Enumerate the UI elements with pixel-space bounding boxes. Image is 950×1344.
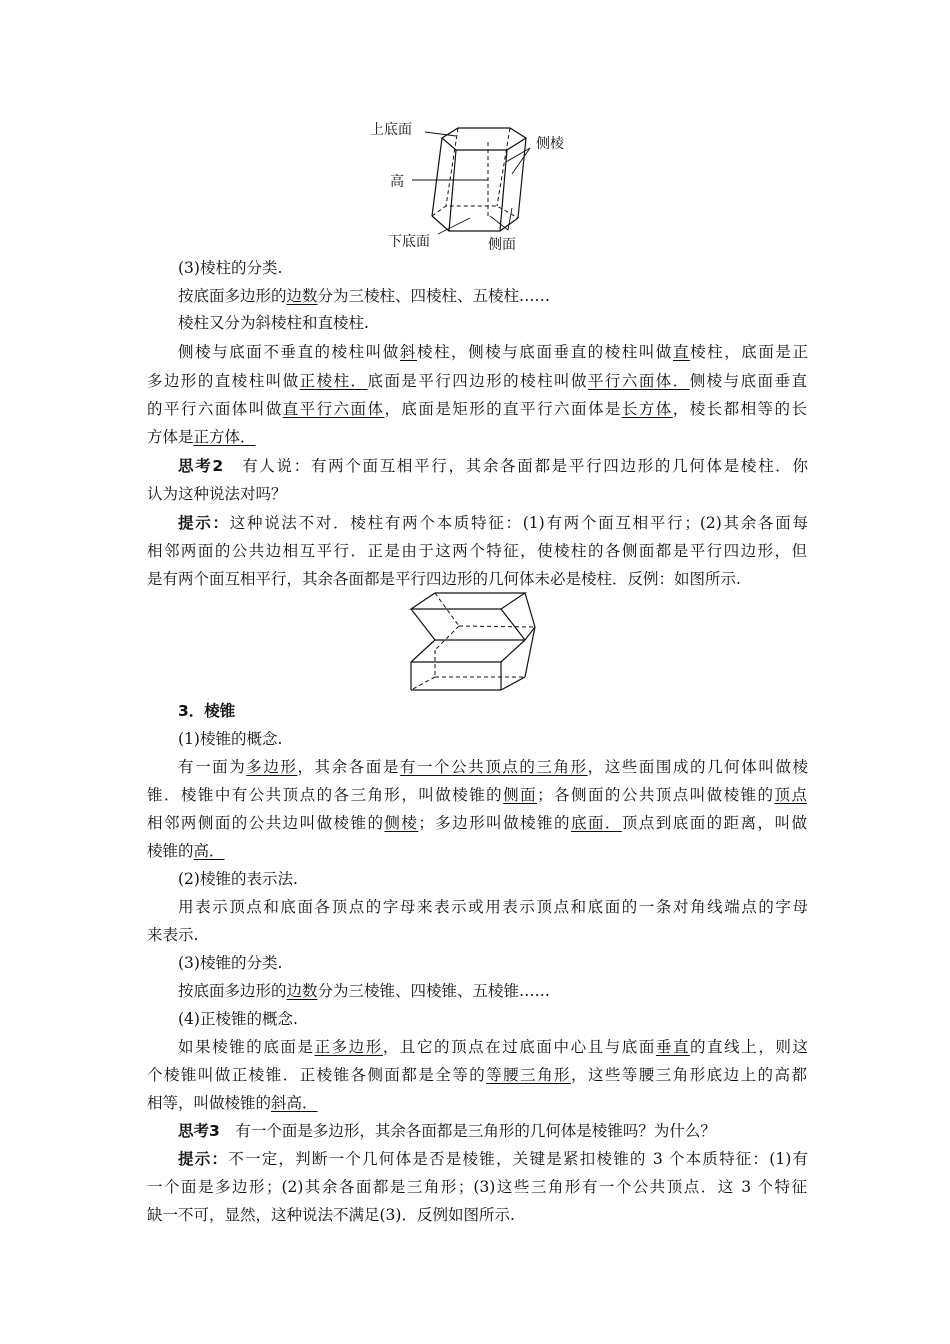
paragraph-line: 缺一不可，显然，这种说法不满足(3)．反例如图所示. xyxy=(147,1206,515,1224)
paragraph-line: 来表示. xyxy=(147,926,199,944)
label-lateral-edge: 侧棱 xyxy=(536,136,564,152)
section-title-pyramid: 3．棱锥 xyxy=(178,702,236,720)
think2-question: 思考2 有人说：有两个面互相平行，其余各面都是平行四边形的几何体是棱柱．你 xyxy=(178,457,808,475)
paragraph-line: 多边形的直棱柱叫做正棱柱．底面是平行四边形的棱柱叫做平行六面体．侧棱与底面垂直 xyxy=(147,372,807,390)
hint-label: 提示： xyxy=(178,514,230,532)
paragraph-line: 按底面多边形的边数分为三棱锥、四棱锥、五棱锥…… xyxy=(178,982,551,1000)
label-top-base: 上底面 xyxy=(370,122,412,138)
paragraph-line: 的平行六面体叫做直平行六面体，底面是矩形的直平行六面体是长方体，棱长都相等的长 xyxy=(147,400,807,418)
prism-classification-title: (3)棱柱的分类. xyxy=(178,259,283,277)
paragraph-line: (2)棱锥的表示法. xyxy=(178,870,298,888)
label-bottom-base: 下底面 xyxy=(388,234,430,250)
paragraph-line: (4)正棱锥的概念. xyxy=(178,1010,298,1028)
label-lateral-face: 侧面 xyxy=(488,237,516,253)
paragraph-line: 方体是正方体． xyxy=(147,428,256,446)
think3-label: 思考3 xyxy=(178,1122,220,1140)
think2-hint: 提示：这种说法不对．棱柱有两个本质特征：(1)有两个面互相平行；(2)其余各面每 xyxy=(178,514,808,532)
paragraph-line: 棱柱又分为斜棱柱和直棱柱. xyxy=(178,314,369,332)
prism-diagram xyxy=(370,118,585,253)
paragraph-line: 认为这种说法对吗？ xyxy=(147,485,287,503)
paragraph-line: 按底面多边形的边数分为三棱柱、四棱柱、五棱柱…… xyxy=(178,287,551,305)
paragraph-line: 如果棱锥的底面是正多边形，且它的顶点在过底面中心且与底面垂直的直线上，则这 xyxy=(178,1038,808,1056)
paragraph-line: 有一面为多边形，其余各面是有一个公共顶点的三角形，这些面围成的几何体叫做棱 xyxy=(178,758,808,776)
paragraph-line: 侧棱与底面不垂直的棱柱叫做斜棱柱，侧棱与底面垂直的棱柱叫做直棱柱，底面是正 xyxy=(178,343,808,361)
paragraph-line: 相邻两面的公共边相互平行．正是由于这两个特征，使棱柱的各侧面都是平行四边形，但 xyxy=(147,542,807,560)
think3-hint: 提示：不一定，判断一个几何体是否是棱锥，关键是紧扣棱锥的 3 个本质特征：(1)有 xyxy=(178,1150,808,1168)
paragraph-line: 棱锥的高． xyxy=(147,842,225,860)
paragraph-line: (1)棱锥的概念. xyxy=(178,730,283,748)
think2-label: 思考2 xyxy=(178,457,224,475)
paragraph-line: 相邻两侧面的公共边叫做棱锥的侧棱；多边形叫做棱锥的底面．顶点到底面的距离，叫做 xyxy=(147,814,807,832)
label-height: 高 xyxy=(390,174,404,190)
counterexample-diagram xyxy=(405,590,540,695)
paragraph-line: 一个面是多边形；(2)其余各面都是三角形；(3)这些三角形有一个公共顶点．这 3 个特征 xyxy=(147,1178,807,1196)
paragraph-line: 锥．棱锥中有公共顶点的各三角形，叫做棱锥的侧面；各侧面的公共顶点叫做棱锥的顶点 xyxy=(147,786,807,804)
paragraph-line: 相等，叫做棱锥的斜高． xyxy=(147,1094,318,1112)
paragraph-line: (3)棱锥的分类. xyxy=(178,954,283,972)
paragraph-line: 是有两个面互相平行，其余各面都是平行四边形的几何体未必是棱柱．反例：如图所示. xyxy=(147,570,741,588)
paragraph-line: 用表示顶点和底面各顶点的字母来表示或用表示顶点和底面的一条对角线端点的字母 xyxy=(178,898,808,916)
paragraph-line: 个棱锥叫做正棱锥．正棱锥各侧面都是全等的等腰三角形，这些等腰三角形底边上的高都 xyxy=(147,1066,807,1084)
hint-label: 提示： xyxy=(178,1150,229,1168)
think3-question: 思考3 有一个面是多边形，其余各面都是三角形的几何体是棱锥吗？为什么？ xyxy=(178,1122,716,1140)
